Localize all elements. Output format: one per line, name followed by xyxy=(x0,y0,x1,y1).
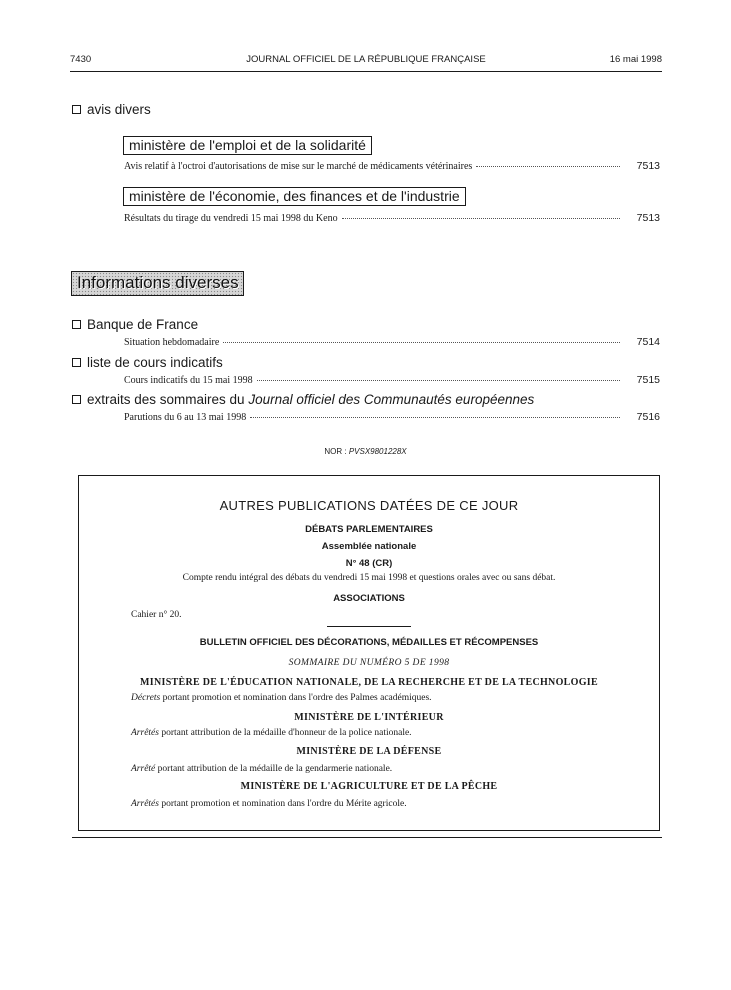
autres-publications-box xyxy=(78,475,660,831)
ministry-agriculture: MINISTÈRE DE L'AGRICULTURE ET DE LA PÊCHE xyxy=(240,781,498,792)
issue-date: 16 mai 1998 xyxy=(609,54,662,65)
bottom-rule xyxy=(72,837,662,838)
bulletin-heading: BULLETIN OFFICIEL DES DÉCORATIONS, MÉDAILLES ET RÉCOMPENSES xyxy=(199,637,539,648)
dot-leader xyxy=(223,342,620,343)
separator-rule xyxy=(327,626,411,627)
ministry-interieur-text: Arrêtés portant attribution de la médaille d'honneur de la police nationale. xyxy=(131,728,412,738)
informations-diverses-banner: Informations diverses xyxy=(71,271,244,296)
page-ref: 7516 xyxy=(636,411,660,423)
ministry-defense-text: Arrêté portant attribution de la médaille de la gendarmerie nationale. xyxy=(131,764,393,774)
page-number: 7430 xyxy=(70,54,92,65)
associations-heading: ASSOCIATIONS xyxy=(333,593,405,604)
dot-leader xyxy=(257,380,620,381)
page-ref: 7515 xyxy=(636,374,660,386)
checkbox-icon xyxy=(72,395,81,404)
compte-rendu-text: Compte rendu intégral des débats du vendredi 15 mai 1998 et questions orales avec ou sans débat. xyxy=(182,573,556,583)
nor-reference: NOR : PVSX9801228X xyxy=(324,447,407,456)
publications-title: AUTRES PUBLICATIONS DATÉES DE CE JOUR xyxy=(219,498,519,513)
ministry-heading-emploi: ministère de l'emploi et de la solidarité xyxy=(123,136,372,155)
toc-entry: Cours indicatifs du 15 mai 1998 7515 xyxy=(124,374,660,386)
dot-leader xyxy=(250,417,620,418)
avis-divers-heading: avis divers xyxy=(72,102,151,117)
sommaire-title: SOMMAIRE DU NUMÉRO 5 DE 1998 xyxy=(288,658,450,668)
ministry-agriculture-text: Arrêtés portant promotion et nomination dans l'ordre du Mérite agricole. xyxy=(131,799,407,809)
extraits-sommaires-heading: extraits des sommaires du Journal officiel des Communautés européennes xyxy=(72,392,534,407)
page-ref: 7513 xyxy=(636,212,660,224)
banque-de-france-heading: Banque de France xyxy=(72,317,198,332)
journal-officiel-ce-title: Journal officiel des Communautés européennes xyxy=(248,392,535,407)
ministry-education-text: Décrets portant promotion et nomination dans l'ordre des Palmes académiques. xyxy=(131,693,432,703)
cours-indicatifs-heading: liste de cours indicatifs xyxy=(72,355,223,370)
ministry-education: MINISTÈRE DE L'ÉDUCATION NATIONALE, DE LA RECHERCHE ET DE LA TECHNOLOGIE xyxy=(140,677,598,688)
dot-leader xyxy=(342,218,620,219)
page-ref: 7514 xyxy=(636,336,660,348)
toc-entry: Avis relatif à l'octroi d'autorisations de mise sur le marché de médicaments vétérinaires 7513 xyxy=(124,160,660,172)
ministry-defense: MINISTÈRE DE LA DÉFENSE xyxy=(296,746,442,757)
ministry-heading-economie: ministère de l'économie, des finances et de l'industrie xyxy=(123,187,466,206)
toc-entry: Résultats du tirage du vendredi 15 mai 1998 du Keno 7513 xyxy=(124,212,660,224)
numero-label: N° 48 (CR) xyxy=(345,558,393,569)
assemblee-label: Assemblée nationale xyxy=(321,541,417,552)
toc-entry: Parutions du 6 au 13 mai 1998 7516 xyxy=(124,411,660,423)
ministry-interieur: MINISTÈRE DE L'INTÉRIEUR xyxy=(294,712,444,723)
checkbox-icon xyxy=(72,105,81,114)
checkbox-icon xyxy=(72,320,81,329)
page-ref: 7513 xyxy=(636,160,660,172)
header-rule xyxy=(70,71,662,72)
debats-heading: DÉBATS PARLEMENTAIRES xyxy=(305,524,433,535)
cahier-text: Cahier n° 20. xyxy=(131,610,182,620)
checkbox-icon xyxy=(72,358,81,367)
dot-leader xyxy=(476,166,620,167)
page-header xyxy=(70,54,662,68)
toc-entry: Situation hebdomadaire 7514 xyxy=(124,336,660,348)
journal-title: JOURNAL OFFICIEL DE LA RÉPUBLIQUE FRANÇAISE xyxy=(246,54,486,65)
